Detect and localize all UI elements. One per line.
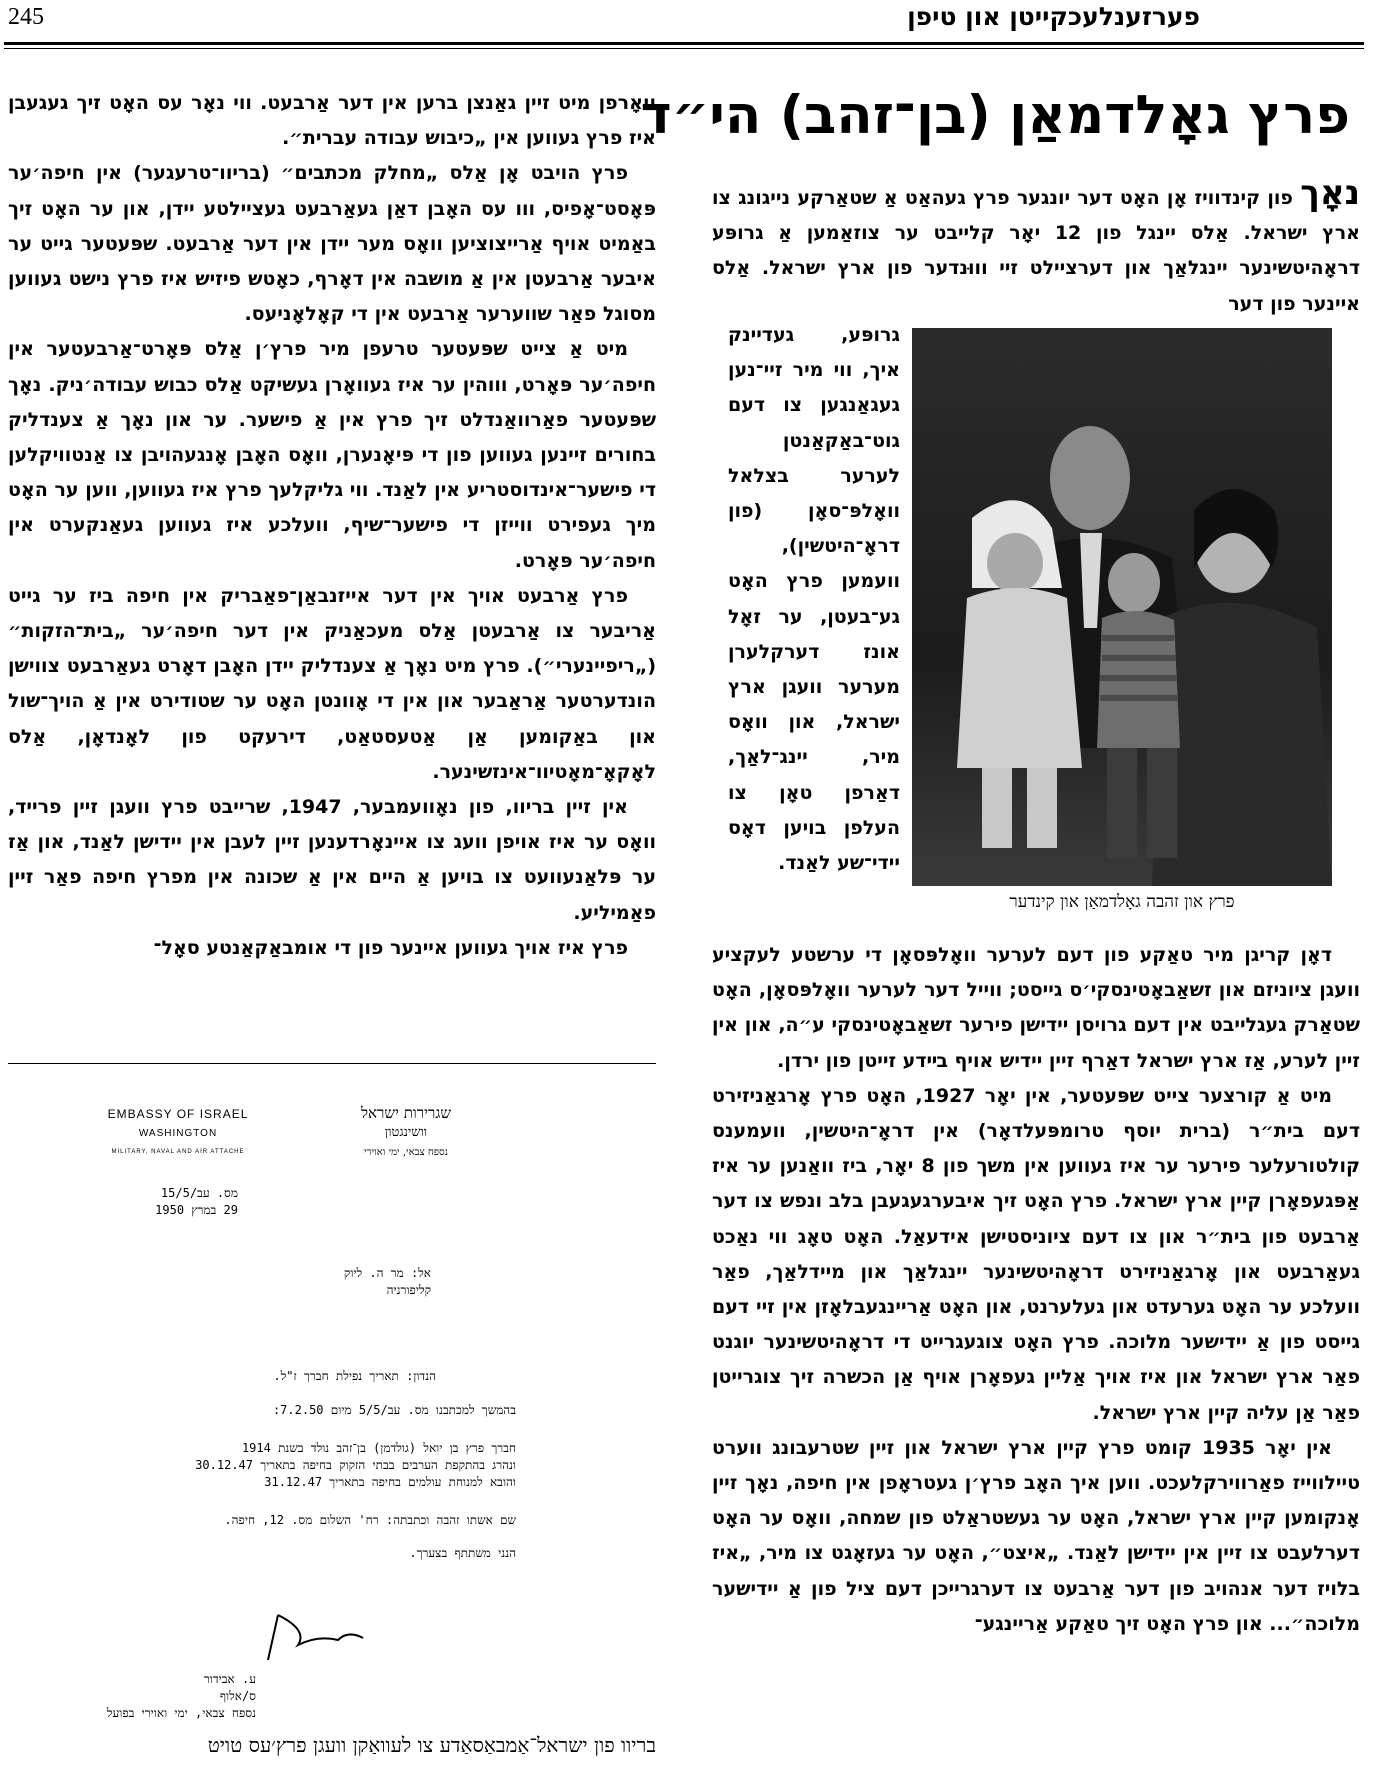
paragraph: פרץ איז אויך געווען איינער פון די אומבאַקאַנטע סאָל־	[153, 936, 628, 959]
paragraph: פרץ אַרבעט אויך אין דער אייזנבאַן־פאַבריק אין חיפה ביז ער גייט אַריבער צו אַרבעטן אַלס מעכאַניק אין דער חיפה׳ער „בית־הזקות״ („ריפיינערי״). פרץ מיט נאָך אַ צענדליק יידן האָבן דאָרט געאַרבעט צווישן הונדערטער אַראַבער און אין די אָוונטן האָט ער שטודירט אין אַ הויך־שול און באַקומען אַן אַטעסטאַט, דירעקט פון לאָנדאָן, אַלס לאָקאָ־מאָטיוו־אינזשינער.	[8, 584, 656, 783]
letterhead-embassy-he: שגרירות ישראל	[361, 1104, 451, 1122]
letterhead-attache: MILITARY, NAVAL AND AIR ATTACHE	[111, 1149, 245, 1155]
drop-cap: נאָך	[1300, 173, 1360, 213]
header-rule-thin	[4, 48, 1364, 49]
letter-line: חברך פרץ בן יואל (גולדמן) בן־זהב נולד בשנת 1914	[241, 1441, 516, 1455]
article-intro	[712, 173, 1360, 322]
intro-text: פון קינדוויז אָן האָט דער יונגער פרץ געהאַט אַ שטאַרקע נייגונג צו ארץ ישראל. אַלס יינגל פון 12 יאָר קלייבט ער צוזאַמען אַ גרופּע דראָהיטשינער יינגלאַך און דערציילט זיי וווּנדער פון ארץ ישראל. אַלס איינער פון דער	[712, 187, 1360, 315]
letter-caption: בריוו פון ישראל־אַמבאַסאַדע צו לעוואַקן וועגן פרץ׳עס טויט	[207, 1733, 656, 1757]
article-right-column	[712, 938, 1360, 1642]
paragraph: מיט אַ קורצער צייט שפּעטער, אין יאָר 1927, האָט פרץ אָרגאַניזירט דעם בית״ר (ברית יוסף טרומפּעלדאָר) אין דראָ־היטשין, וועמענס קולטורעלער פירער ער איז געווען אין משך פון 8 יאָר, ביז וואַנען ער איז אַפּגעפאָרן קיין ארץ ישראל. פרץ האָט זיך איבערגעגעבן בלב ונפש צו דער אַרבעט פון בית״ר און צו דעם ציוניסטישן אידעאַל. האָט טאָג ווי נאַכט געאַרבעט און אָרגאַניזירט דראָהיטשינער יינגלאַך און מיידלאַך, פאַר וועלכע ער האָט גערעדט און געלערנט, און האָט אַריינגעבלאָזן אין זיי דעם גייסט פון אַ יידישער מלוכה. פרץ האָט צוגעגרייט די דראָהיטשינער יוגנט פאַר ארץ ישראל און איז אויך אַליין געפאָרן אויף אַן הכשרה זיך צוגרייטן פאַר אַן עליה קיין ארץ ישראל.	[712, 1084, 1360, 1424]
letterhead-embassy: EMBASSY OF ISRAEL	[107, 1107, 249, 1121]
paragraph: אין זיין בריוו, פון נאָוועמבער, 1947, שרייבט פרץ וועגן זיין פרייד, וואָס ער איז אויפן וועג צו איינאָרדענען זיין לעבן אין יידישן לאַנד, און אַז ער פּלאַנעוועט צו בויען אַ היים אין אַ שכונה אין מפרץ חיפה פאַר זיין פאַמיליע.	[8, 796, 656, 924]
page-number: 245	[8, 4, 44, 30]
signatory-title: נספח צבאי, ימי ואוירי בפועל	[106, 1706, 256, 1720]
photo-caption: פרץ און זהבה גאָלדמאַן און קינדער	[1009, 892, 1235, 912]
letterhead-hebrew	[286, 1103, 526, 1163]
letter-recipient: אל: מר ה. ליוק	[343, 1266, 431, 1280]
paragraph: פרץ הויבט אָן אַלס „מחלק מכתבים״ (בריוו־טרעגער) אין חיפה׳ער פּאָסט־אָפיס, ווו עס האָבן דאַן געאַרבעט געציילטע יידן, און ער האָט זיך באַמיט אויף אַרייצוציען וואָס מער יידן אין דער אַרבעט. שפּעטער גייט ער איבער אַרבעטן אין אַ מושבה אין דאָרף, כאָטש פיזיש איז פרץ נישט געווען מסוגל פאַר שווערער אַרבעט אין די קאָלאָניעס.	[8, 162, 656, 326]
article-title: פרץ גאָלדמאַן (בן־זהב) הי״ד	[640, 85, 1350, 146]
running-title: פערזענלעכקייטן און טיפן	[907, 2, 1200, 31]
article-left-column	[8, 86, 656, 966]
paragraph: וואָרפן מיט זיין גאַנצן ברען אין דער אַרבעט. ווי נאָר עס האָט זיך געגעבן איז פרץ געווען אין „כיבוש עבודה עברית״.	[8, 92, 656, 150]
header-rule	[4, 42, 1364, 45]
narrow-column-text: גרופּע, געדיינק איך, ווי מיר זיי־נען געגאַנגען צו דעם גוט־באַקאַנטן לערער בצלאל וואָלפּ־סאָן (פון דראָ־היטשין), וועמען פרץ האָט גע־בעטן, ער זאָל אונז דערקלערן מערער וועגן ארץ ישראל, און וואָס מיר, יינג־לאַך, דאַרפן טאָן צו העלפן בויען דאָס יידי־שע לאַנד.	[728, 324, 900, 875]
letter-line: והובא למנוחת עולמים בחיפה בתאריך 31.12.47	[264, 1475, 516, 1489]
letter-line: ונהרג בהתקפת הערבים בבתי הזקוק בחיפה בתאריך 30.12.47	[195, 1458, 516, 1472]
letter-subject: הנדון: תאריך נפילת חברך ז"ל.	[273, 1369, 436, 1383]
handwritten-signature	[248, 1610, 378, 1670]
signatory-name: ע. אבידור	[203, 1672, 256, 1686]
letter-line: בהמשך למכתבנו מס. עב/5/5 מיום 7.2.50:	[272, 1403, 516, 1417]
signatory-rank: ס/אלוף	[219, 1689, 256, 1703]
family-photo	[912, 328, 1332, 886]
embassy-letter	[8, 1075, 656, 1720]
letterhead-city: WASHINGTON	[138, 1128, 218, 1139]
letter-divider	[8, 1063, 656, 1064]
paragraph: דאָן קריגן מיר טאַקע פון דעם לערער וואָלפּסאָן די ערשטע לעקציע וועגן ציוניזם און זשאַבאָטינסקי׳ס גייסט; ווייל דער לערער וואָלפּסאָן, האָט שטאַרק געגלייבט אין דעם גרויסן יידישן פירער זשאַבאָטינסקי ע״ה, און אין זיין לערע, אַז ארץ ישראל דאַרף זיין יידיש אויף בײדע זייטן פון ירדן.	[712, 944, 1360, 1072]
letterhead-city-he: וושינגטון	[384, 1125, 428, 1140]
paragraph: מיט אַ צייט שפּעטער טרעפן מיר פרץ׳ן אַלס פּאָרט־אַרבעטער אין חיפה׳ער פּאָרט, וווהין ער איז געוואָרן געשיקט אַלס כבוש עבודה׳ניק. נאָך שפּעטער פאַרוואַנדלט זיך פרץ אין אַ פישער. ער און נאָך אַ צענדליק בחורים זיינען געווען פון די פּיאָנערן, וואָס האָבן אָנגעהויבן צו אַנטוויקלען די פישער־אינדוסטריע אין לאַנד. ווי גליקלעך פרץ איז געווען, ווען ער האָט מיך געפירט ווייזן די פישער־שיף, וועלכע איז געווען געאַנקערט אין חיפה׳ער פּאָרט.	[8, 338, 656, 572]
paragraph: אין יאָר 1935 קומט פרץ קיין ארץ ישראל און זיין שטרעבונג ווערט טיילווייז פאַרווירקלעכט. ווען איך האָב פרץ׳ן געטראָפן אין חיפה, נאָך זיין אָנקומען קיין ארץ ישראל, האָט ער געשטראַלט פון שמחה, וואָס ער האָט דערלעבט צו זיין אין יידישן לאַנד. „איצט״, האָט ער געזאָגט צו מיר, „איז בלויז דער אנהויב פון דער אַרבעט צו דערגרייכן דעם ציל פון אַ יידישער מלוכה״... און פרץ האָט זיך טאַקע אַריינגע־	[712, 1436, 1360, 1635]
letter-line: הנני משתתף בצערך.	[409, 1546, 516, 1560]
letterhead-attache-he: נספח צבאי, ימי ואוירי	[364, 1147, 448, 1158]
letter-date: 29 במרץ 1950	[155, 1203, 238, 1217]
letter-recipient-location: קליפורניה	[386, 1283, 431, 1297]
letterhead-english	[68, 1105, 288, 1162]
letter-reference: מס. עב/15/5	[160, 1186, 238, 1200]
letter-line: שם אשתו זהבה וכתבתה: רח' השלום מס. 12, חיפה.	[224, 1513, 516, 1527]
